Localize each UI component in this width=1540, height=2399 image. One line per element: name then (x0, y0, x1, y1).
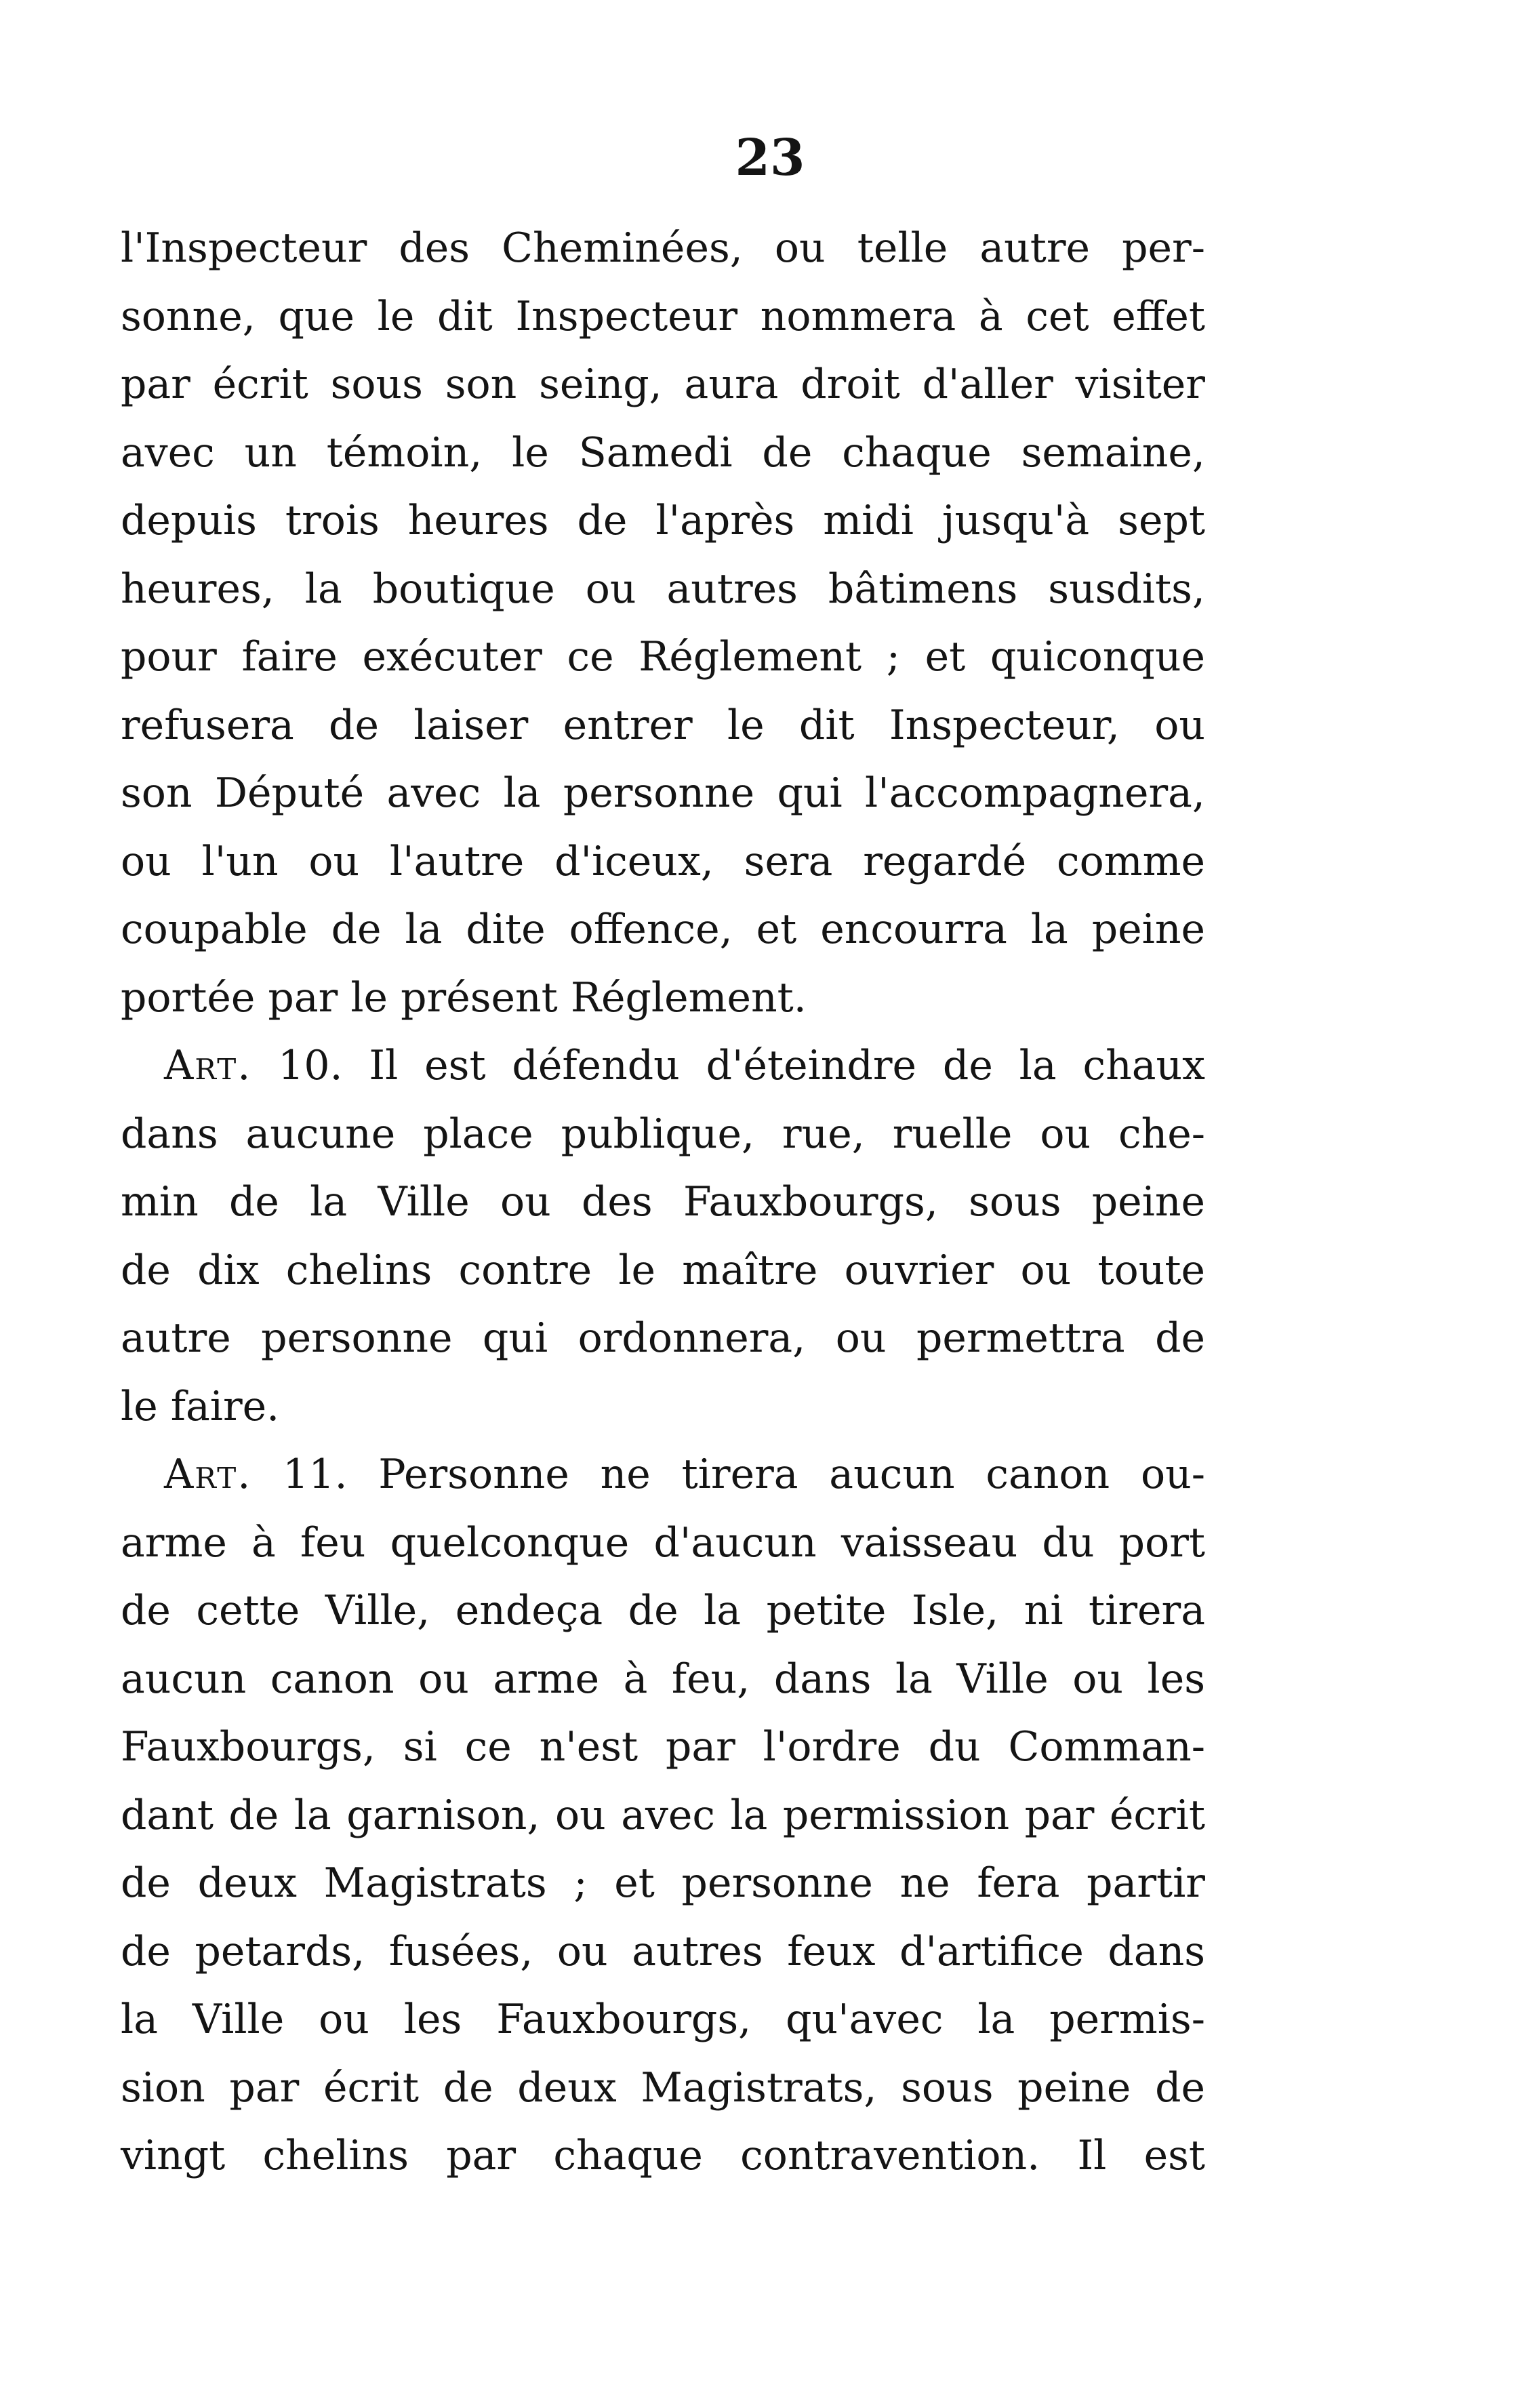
text-line: de cette Ville, endeça de la petite Isle, ni tirera (121, 1587, 1205, 1634)
text-line: par écrit sous son seing, aura droit d'aller visiter (121, 361, 1205, 408)
text-line: heures, la boutique ou autres bâtimens susdits, (121, 565, 1205, 613)
text-line: l'Inspecteur des Cheminées, ou telle autre per- (121, 224, 1205, 272)
text-line: dant de la garnison, ou avec la permission par écrit (121, 1791, 1205, 1839)
text-line: son Député avec la personne qui l'accompagnera, (121, 769, 1205, 817)
text-line: Fauxbourgs, si ce n'est par l'ordre du Comman- (121, 1723, 1205, 1771)
text-line: depuis trois heures de l'après midi jusqu'à sept (121, 497, 1205, 544)
text-line: arme à feu quelconque d'aucun vaisseau du port (121, 1518, 1205, 1567)
text-line: dans aucune place publique, rue, ruelle ou che- (121, 1110, 1205, 1158)
text-line: pour faire exécuter ce Réglement ; et quiconque (121, 633, 1205, 681)
text-line: min de la Ville ou des Fauxbourgs, sous peine (121, 1178, 1205, 1226)
article-text: 10. Il est défendu d'éteindre de la chaux (251, 1042, 1205, 1089)
page-number: 23 (735, 129, 805, 187)
text-line: sion par écrit de deux Magistrats, sous peine de (121, 2063, 1205, 2112)
body-text (121, 214, 1205, 2190)
text-line: aucun canon ou arme à feu, dans la Ville ou les (121, 1655, 1205, 1703)
text-line: refusera de laiser entrer le dit Inspecteur, ou (121, 701, 1205, 749)
article-label: Art. (164, 1042, 252, 1089)
text-line: vingt chelins par chaque contravention. Il est (121, 2132, 1205, 2179)
text-line: de petards, fusées, ou autres feux d'artifice dans (121, 1927, 1205, 1975)
article-11-heading-line (121, 1440, 1205, 1509)
article-label: Art. (164, 1451, 252, 1498)
text-line: de deux Magistrats ; et personne ne fera partir (121, 1859, 1205, 1907)
text-line: coupable de la dite offence, et encourra la peine (121, 906, 1205, 953)
text-line: sonne, que le dit Inspecteur nommera à cet effet (121, 292, 1205, 340)
article-10-heading-line (121, 1032, 1205, 1100)
text-line: de dix chelins contre le maître ouvrier ou toute (121, 1246, 1205, 1294)
text-line: ou l'un ou l'autre d'iceux, sera regardé comme (121, 837, 1205, 885)
text-line: avec un témoin, le Samedi de chaque semaine, (121, 428, 1205, 477)
text-line: portée par le présent Réglement. (121, 973, 807, 1022)
article-text: 11. Personne ne tirera aucun canon ou- (251, 1451, 1205, 1498)
text-line: le faire. (121, 1382, 280, 1430)
text-line: la Ville ou les Fauxbourgs, qu'avec la permis- (121, 1996, 1205, 2043)
text-line: autre personne qui ordonnera, ou permettra de (121, 1314, 1205, 1362)
